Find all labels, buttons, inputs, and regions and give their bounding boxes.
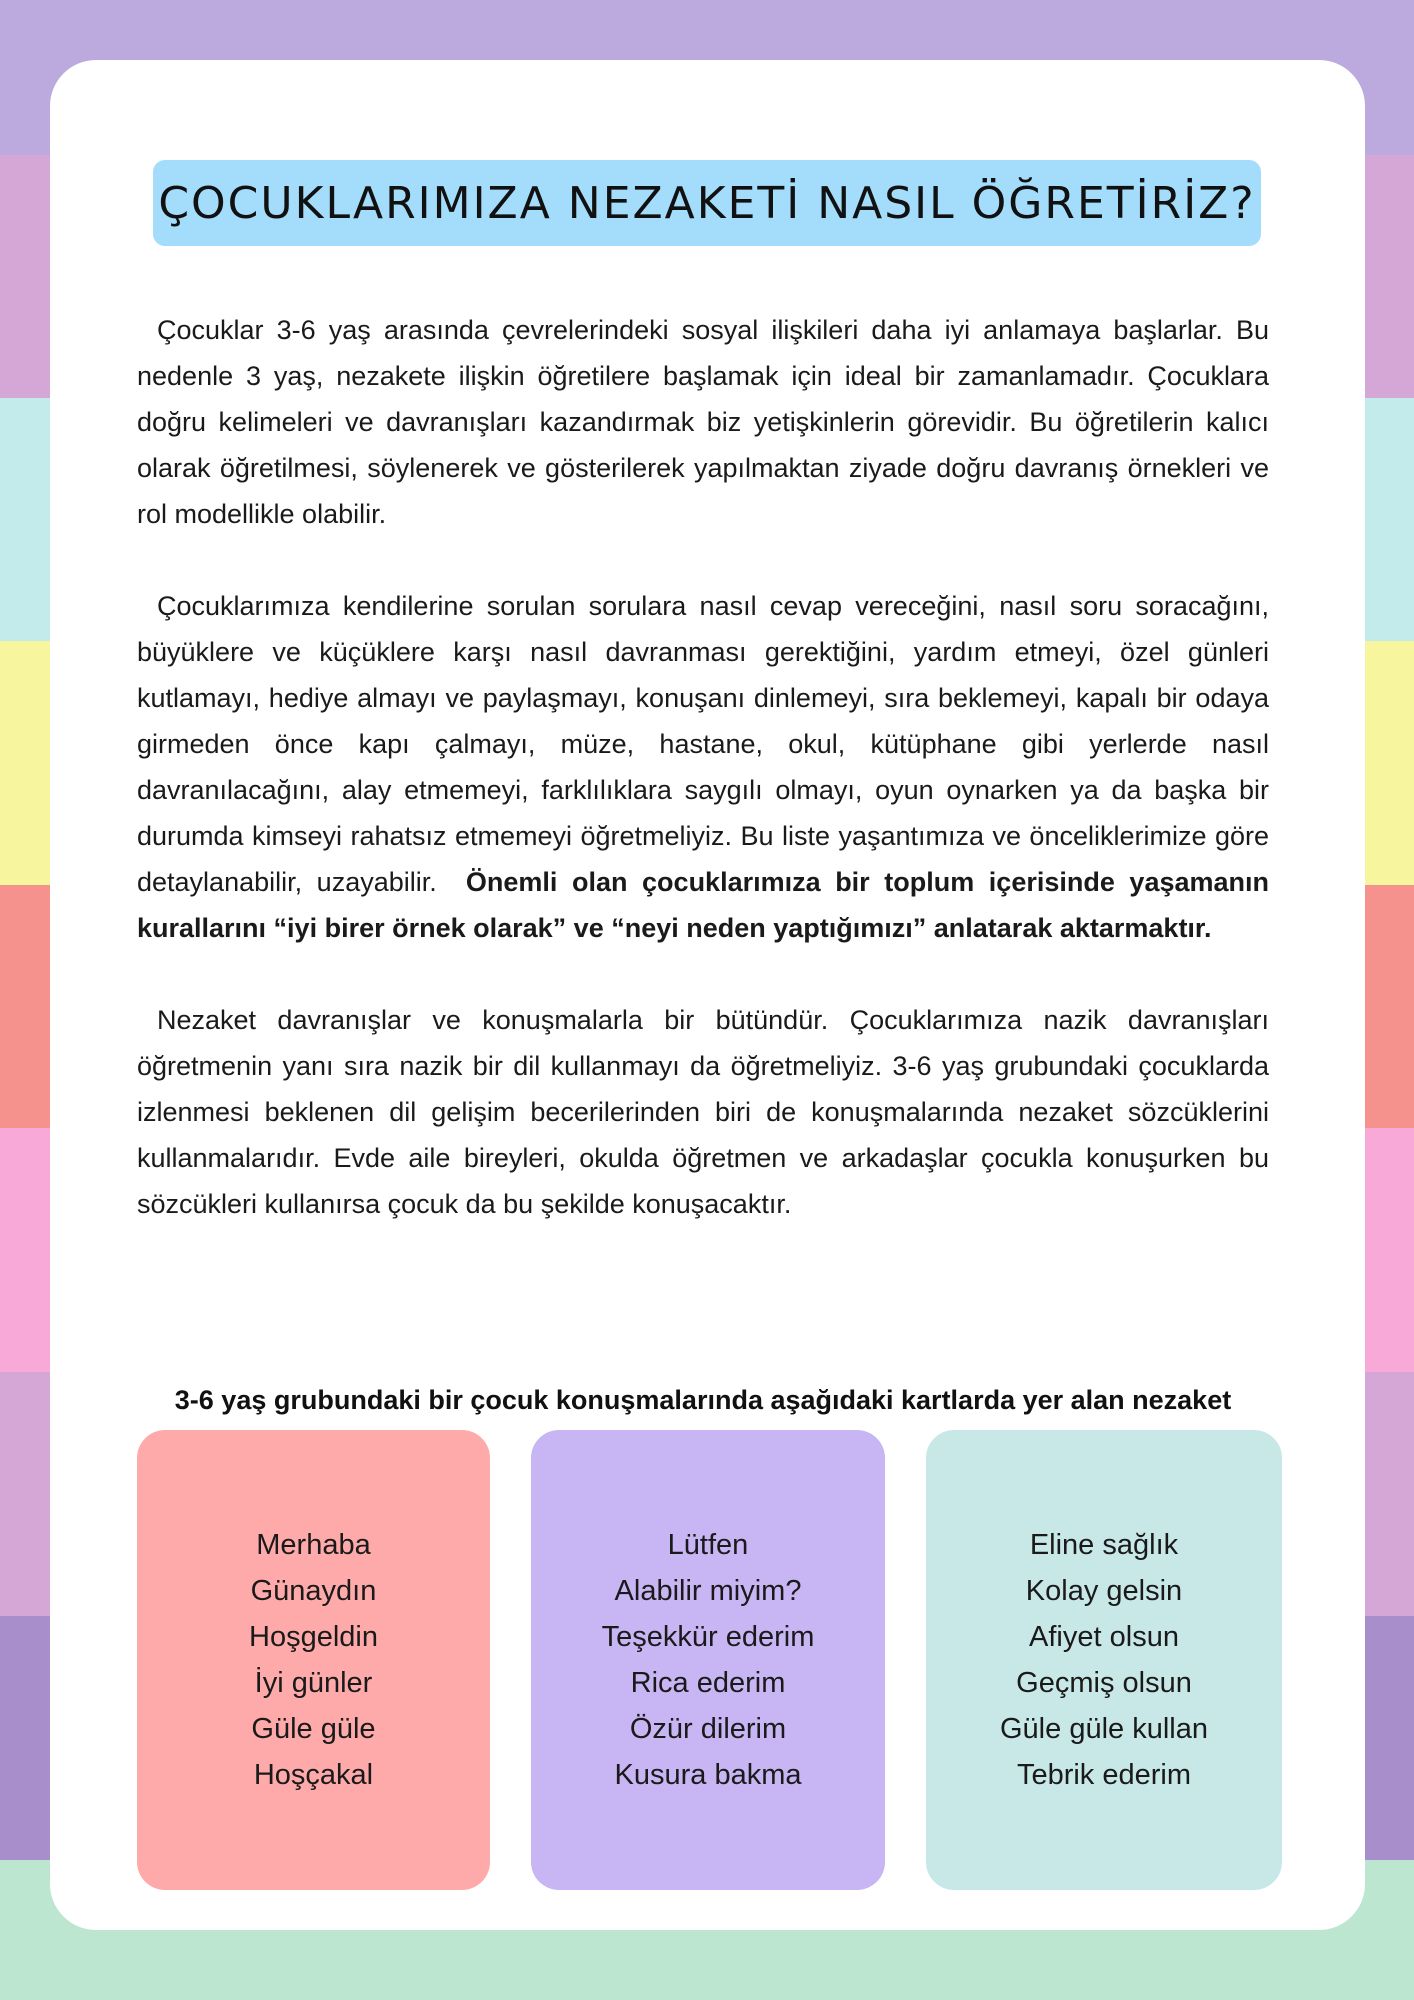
- greetings-card: [137, 1430, 490, 1890]
- paragraph-2-emphasis: Önemli olan çocuklarımıza bir toplum içerisinde yaşamanın kurallarını “iyi birer örnek olarak” ve “neyi neden yaptığımızı” anlatarak aktarmaktır.: [137, 867, 1269, 943]
- paragraph-2: [137, 583, 1269, 951]
- word-item: Teşekkür ederim: [601, 1621, 815, 1653]
- paragraph-3: Nezaket davranışlar ve konuşmalarla bir bütündür. Çocuklarımıza nazik davranışları öğretmenin yanı sıra nazik bir dil kullanmayı da öğretmeliyiz. 3-6 yaş grubundaki çocuklarda izlenmesi beklenen dil gelişim becerilerinden biri de konuşmalarında nezaket sözcüklerini kullanmalarıdır. Evde aile bireyleri, okulda öğretmen ve arkadaşlar çocukla konuşurken bu sözcükleri kullanırsa çocuk da bu şekilde konuşacaktır.: [137, 1005, 1269, 1219]
- word-item: Güle güle kullan: [1000, 1713, 1208, 1745]
- word-item: Kusura bakma: [614, 1759, 802, 1791]
- paragraph-2-text: Çocuklarımıza kendilerine sorulan sorulara nasıl cevap vereceğini, nasıl soru soracağını, büyüklere ve küçüklere karşı nasıl davranması gerektiğini, yardım etmeyi, özel günleri kutlamayı, hediye almayı ve paylaşmayı, konuşanı dinlemeyi, sıra beklemeyi, kapalı bir odaya girmeden önce kapı çalmayı, müze, hastane, okul, kütüphane gibi yerlerde nasıl davranılacağını, alay etmemeyi, farklılıklara saygılı olmayı, oyun oynarken ya da başka bir durumda kimseyi rahatsız etmemeyi öğretmeliyiz. Bu liste yaşantımıza ve önceliklerimize göre detaylanabilir, uzayabilir.: [137, 591, 1269, 897]
- word-item: Eline sağlık: [1029, 1529, 1179, 1561]
- polite-requests-card: [531, 1430, 885, 1890]
- word-item: Hoşçakal: [253, 1759, 374, 1791]
- word-item: Tebrik ederim: [1016, 1759, 1192, 1791]
- content-card: [50, 60, 1365, 1930]
- paragraph-1: Çocuklar 3-6 yaş arasında çevrelerindeki sosyal ilişkileri daha iyi anlamaya başlarlar. Bu nedenle 3 yaş, nezakete ilişkin öğretilere başlamak için ideal bir zamanlamadır. Çocuklara doğru kelimeleri ve davranışları kazandırmak biz yetişkinlerin görevidir. Bu öğretilerin kalıcı olarak öğretilmesi, söylenerek ve gösterilerek yapılmaktan ziyade doğru davranış örnekleri ve rol modellikle olabilir.: [137, 315, 1269, 529]
- word-item: Özür dilerim: [629, 1713, 787, 1745]
- page-title: ÇOCUKLARIMIZA NEZAKETİ NASIL ÖĞRETİRİZ?: [158, 177, 1256, 229]
- word-list: [249, 1522, 378, 1798]
- word-item: Kolay gelsin: [1025, 1575, 1183, 1607]
- word-item: Hoşgeldin: [249, 1621, 378, 1653]
- word-item: Geçmiş olsun: [1016, 1667, 1192, 1699]
- word-item: Alabilir miyim?: [614, 1575, 802, 1607]
- word-item: Merhaba: [256, 1529, 371, 1561]
- cards-intro: 3-6 yaş grubundaki bir çocuk konuşmalarında aşağıdaki kartlarda yer alan nezaket: [174, 1385, 1232, 1415]
- word-item: Güle güle: [251, 1713, 376, 1745]
- word-item: Lütfen: [667, 1529, 749, 1561]
- title-banner: [153, 160, 1261, 246]
- word-item: Rica ederim: [630, 1667, 786, 1699]
- word-item: Günaydın: [250, 1575, 377, 1607]
- article-body: [137, 307, 1269, 1227]
- word-item: İyi günler: [254, 1667, 373, 1699]
- word-list: [602, 1522, 815, 1798]
- word-list: [1000, 1522, 1208, 1798]
- word-item: Afiyet olsun: [1029, 1621, 1179, 1653]
- well-wishes-card: [926, 1430, 1282, 1890]
